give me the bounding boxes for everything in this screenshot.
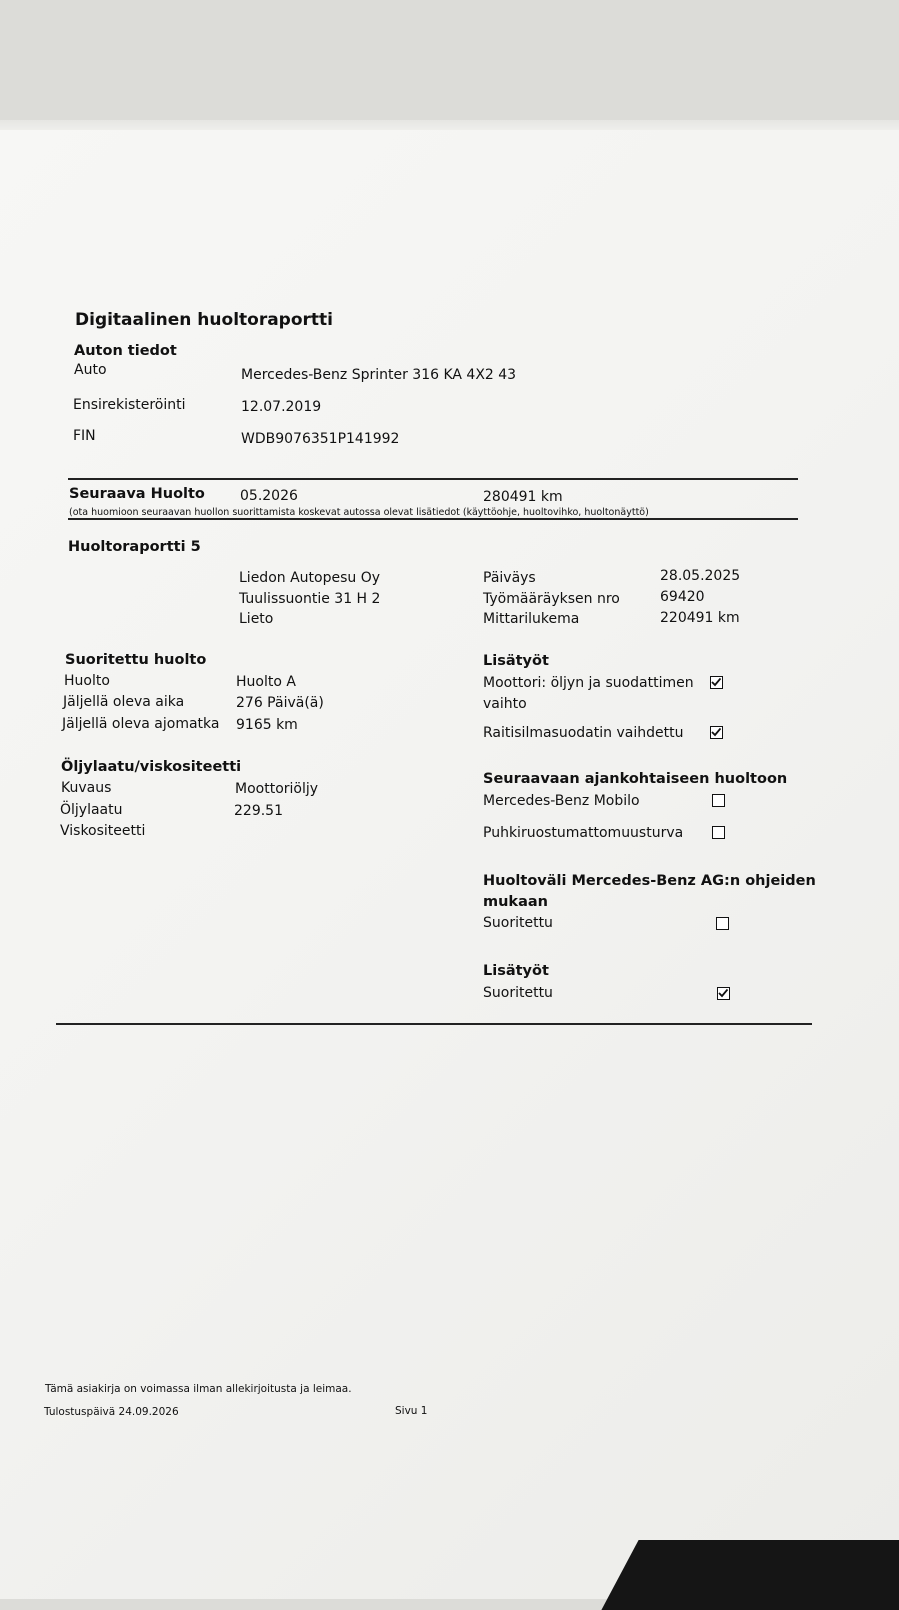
checkmark-icon [718, 988, 728, 998]
extra-work-heading: Lisätyöt [483, 653, 549, 669]
oil-heading: Öljylaatu/viskositeetti [61, 759, 242, 775]
report-value-date: 28.05.2025 [660, 568, 741, 584]
report-value-odometer: 220491 km [660, 610, 740, 626]
extra-work-item-1-line2: vaihto [483, 696, 527, 712]
checkbox-cabin-filter[interactable] [710, 726, 723, 739]
vehicle-heading: Auton tiedot [74, 343, 177, 359]
divider-line [56, 1023, 812, 1025]
next-service-date: 05.2026 [240, 488, 298, 504]
checkbox-rust-warranty[interactable] [712, 826, 725, 839]
performed-label-time: Jäljellä oleva aika [63, 694, 185, 710]
vehicle-value-fin: WDB9076351P141992 [241, 431, 400, 447]
oil-label-quality: Öljylaatu [60, 802, 123, 818]
table-shadow [601, 1540, 899, 1610]
oil-label-description: Kuvaus [61, 780, 112, 796]
performed-label-service: Huolto [64, 673, 110, 689]
workshop-street: Tuulissuontie 31 H 2 [239, 591, 381, 607]
checkbox-interval-done[interactable] [716, 917, 729, 930]
page-title: Digitaalinen huoltoraportti [75, 310, 333, 330]
next-service-km: 280491 km [483, 489, 563, 505]
performed-value-service: Huolto A [236, 674, 296, 690]
footer-validity: Tämä asiakirja on voimassa ilman allekirjoitusta ja leimaa. [45, 1383, 352, 1395]
performed-label-distance: Jäljellä oleva ajomatka [62, 716, 220, 732]
extra-work2-item: Suoritettu [483, 985, 553, 1001]
checkmark-icon [711, 677, 721, 687]
checkbox-oil-filter[interactable] [710, 676, 723, 689]
oil-value-description: Moottoriöljy [235, 781, 319, 797]
interval-heading-line1: Huoltoväli Mercedes-Benz AG:n ohjeiden [483, 873, 816, 889]
interval-item: Suoritettu [483, 915, 553, 931]
report-value-order: 69420 [660, 589, 705, 605]
checkbox-extra-work-done[interactable] [717, 987, 730, 1000]
workshop-name: Liedon Autopesu Oy [239, 570, 381, 586]
report-label-order: Työmääräyksen nro [483, 591, 620, 607]
interval-heading-line2: mukaan [483, 894, 548, 910]
report-heading: Huoltoraportti 5 [68, 539, 201, 555]
vehicle-label-registration: Ensirekisteröinti [73, 397, 186, 413]
next-current-item-1: Mercedes-Benz Mobilo [483, 793, 640, 809]
performed-value-time: 276 Päivä(ä) [236, 695, 324, 711]
performed-heading: Suoritettu huolto [65, 652, 207, 668]
divider-line [68, 518, 798, 520]
vehicle-label-auto: Auto [74, 362, 107, 378]
extra-work2-heading: Lisätyöt [483, 963, 549, 979]
divider-line [68, 478, 798, 480]
oil-value-quality: 229.51 [234, 803, 283, 819]
report-label-date: Päiväys [483, 570, 536, 586]
vehicle-value-auto: Mercedes-Benz Sprinter 316 KA 4X2 43 [241, 367, 517, 383]
extra-work-item-1-line1: Moottori: öljyn ja suodattimen [483, 675, 694, 691]
vehicle-value-registration: 12.07.2019 [241, 399, 322, 415]
footer-page-number: Sivu 1 [395, 1405, 428, 1417]
footer-print-date: Tulostuspäivä 24.09.2026 [44, 1406, 179, 1418]
next-current-heading: Seuraavaan ajankohtaiseen huoltoon [483, 771, 788, 787]
report-label-odometer: Mittarilukema [483, 611, 580, 627]
performed-value-distance: 9165 km [236, 717, 298, 733]
next-service-label: Seuraava Huolto [69, 486, 205, 502]
checkbox-mobilo[interactable] [712, 794, 725, 807]
workshop-city: Lieto [239, 611, 274, 627]
checkmark-icon [711, 727, 721, 737]
next-service-note: (ota huomioon seuraavan huollon suorittamista koskevat autossa olevat lisätiedot (käyttöohje, huoltovihko, huoltonäyttö) [69, 507, 649, 518]
extra-work-item-2: Raitisilmasuodatin vaihdettu [483, 725, 684, 741]
vehicle-label-fin: FIN [73, 428, 96, 444]
oil-label-viscosity: Viskositeetti [60, 823, 146, 839]
next-current-item-2: Puhkiruostumattomuusturva [483, 825, 684, 841]
